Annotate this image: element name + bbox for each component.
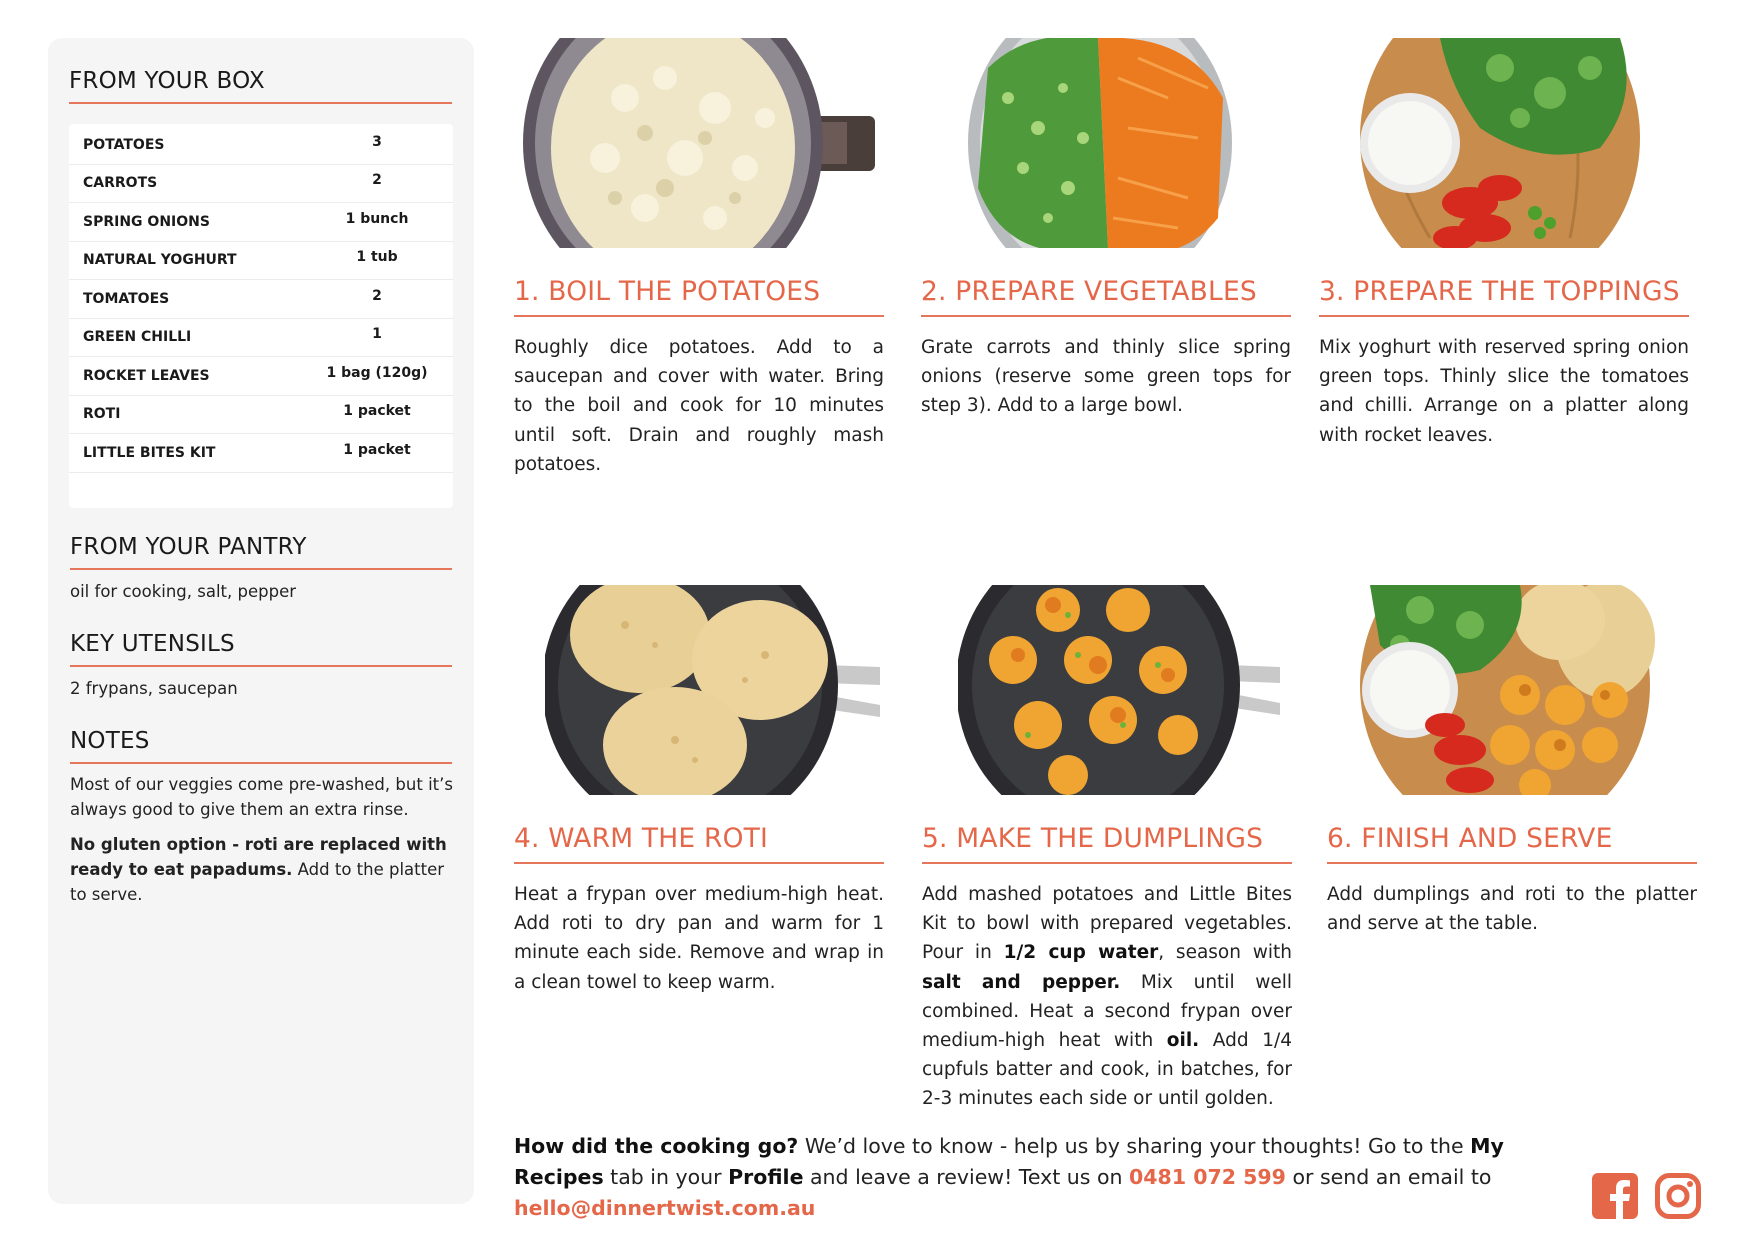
- ingredient-qty: 1 packet: [343, 403, 411, 420]
- table-row: [69, 126, 453, 165]
- step-4-title: 4. WARM THE ROTI: [514, 823, 884, 864]
- step-5-text-3: Mix until well combined. Heat a second frypan over medium-high heat with: [922, 971, 1293, 1052]
- grated-vegetables-bowl-image: [968, 38, 1233, 248]
- table-row: [69, 396, 453, 435]
- step-5-text-2: , season with: [1158, 942, 1293, 964]
- step-1-title: 1. BOIL THE POTATOES: [514, 276, 884, 317]
- ingredient-name: TOMATOES: [83, 290, 170, 307]
- box-section-title: FROM YOUR BOX: [69, 68, 452, 104]
- facebook-icon[interactable]: [1592, 1173, 1638, 1219]
- footer-text-3: and leave a review! Text us on: [803, 1165, 1130, 1189]
- table-row: [69, 242, 453, 281]
- step-5-text-1: Add mashed potatoes and Little Bites Kit to bowl with prepared vegetables. Pour in: [922, 884, 1292, 964]
- ingredient-name: GREEN CHILLI: [83, 329, 192, 346]
- feedback-footer: [514, 1131, 1594, 1224]
- gluten-note-tail: Add to the platter to serve.: [70, 860, 445, 904]
- step-3-text: Mix yoghurt with reserved spring onion green tops. Thinly slice the tomatoes and chilli. Arrange on a platter along with rocket leaves.: [1319, 337, 1689, 446]
- box-ingredients-table: [69, 124, 453, 508]
- ingredients-sidebar: [48, 38, 474, 1204]
- footer-text-1: We’d love to know - help us by sharing your thoughts! Go to the: [798, 1134, 1471, 1158]
- instagram-icon[interactable]: [1655, 1173, 1701, 1219]
- notes-section-title: NOTES: [70, 728, 452, 764]
- table-row: [69, 165, 453, 204]
- ingredient-qty: 2: [372, 172, 382, 189]
- ingredient-qty: 1 bunch: [345, 210, 409, 227]
- ingredient-name: ROTI: [83, 406, 121, 423]
- finished-platter-image: [1360, 585, 1655, 795]
- ingredient-qty: 1 packet: [343, 441, 411, 458]
- dumplings-frypan-image: [958, 585, 1280, 795]
- gluten-note: [70, 832, 453, 907]
- step-2-text: Grate carrots and thinly slice spring onions (reserve some green tops for step 3). Add to a large bowl.: [921, 337, 1291, 417]
- pantry-section-title: FROM YOUR PANTRY: [70, 534, 452, 570]
- step-4-text: Heat a frypan over medium-high heat. Add roti to dry pan and warm for 1 minute each side. Remove and wrap in a clean towel to keep warm.: [514, 884, 884, 993]
- email-link[interactable]: hello@dinnertwist.com.au: [514, 1196, 816, 1220]
- step-2-title: 2. PREPARE VEGETABLES: [921, 276, 1291, 317]
- footer-my-recipes: My Recipes: [514, 1134, 1504, 1189]
- step-5-salt-pepper: salt and pepper.: [922, 971, 1121, 993]
- ingredient-name: CARROTS: [83, 175, 158, 192]
- toppings-platter-image: [1360, 38, 1640, 248]
- step-5-water: 1/2 cup water: [1003, 942, 1159, 964]
- table-row: [69, 434, 453, 473]
- notes-text: Most of our veggies come pre-washed, but it’s always good to give them an extra rinse.: [70, 775, 453, 819]
- gluten-note-bold: No gluten option - roti are replaced with ready to eat papadums.: [70, 835, 447, 879]
- step-1-text: Roughly dice potatoes. Add to a saucepan and cover with water. Bring to the boil and cook for 10 minutes until soft. Drain and roughly mash potatoes.: [514, 337, 884, 475]
- footer-question: How did the cooking go?: [514, 1134, 799, 1158]
- phone-link[interactable]: 0481 072 599: [1129, 1165, 1286, 1189]
- step-5-oil: oil.: [1166, 1030, 1200, 1052]
- ingredient-qty: 1 tub: [356, 249, 398, 266]
- footer-profile: Profile: [728, 1165, 804, 1189]
- table-row: [69, 319, 453, 358]
- ingredient-name: LITTLE BITES KIT: [83, 444, 216, 461]
- pantry-text: oil for cooking, salt, pepper: [70, 582, 297, 601]
- footer-text-4: or send an email to: [1285, 1165, 1492, 1189]
- ingredient-qty: 1 bag (120g): [326, 364, 428, 381]
- mashed-potato-saucepan-image: [515, 38, 880, 248]
- ingredient-qty: 1: [372, 326, 382, 343]
- table-row: [69, 357, 453, 396]
- step-6-text: Add dumplings and roti to the platter and serve at the table.: [1327, 884, 1697, 935]
- roti-frypan-image: [545, 585, 880, 795]
- step-3-title: 3. PREPARE THE TOPPINGS: [1319, 276, 1689, 317]
- step-5-text-4: Add 1/4 cupfuls batter and cook, in batches, for 2-3 minutes each side or until golden.: [922, 1030, 1292, 1110]
- table-row: [69, 280, 453, 319]
- ingredient-name: ROCKET LEAVES: [83, 367, 210, 384]
- ingredient-name: POTATOES: [83, 136, 165, 153]
- step-6-title: 6. FINISH AND SERVE: [1327, 823, 1697, 864]
- utensils-text: 2 frypans, saucepan: [70, 679, 238, 698]
- utensils-section-title: KEY UTENSILS: [70, 631, 452, 667]
- ingredient-qty: 2: [372, 287, 382, 304]
- ingredient-qty: 3: [372, 133, 382, 150]
- ingredient-name: SPRING ONIONS: [83, 213, 210, 230]
- footer-text-2: tab in your: [603, 1165, 729, 1189]
- ingredient-name: NATURAL YOGHURT: [83, 252, 237, 269]
- table-row: [69, 203, 453, 242]
- step-5-title: 5. MAKE THE DUMPLINGS: [922, 823, 1292, 864]
- step-5-text: [922, 880, 1292, 1114]
